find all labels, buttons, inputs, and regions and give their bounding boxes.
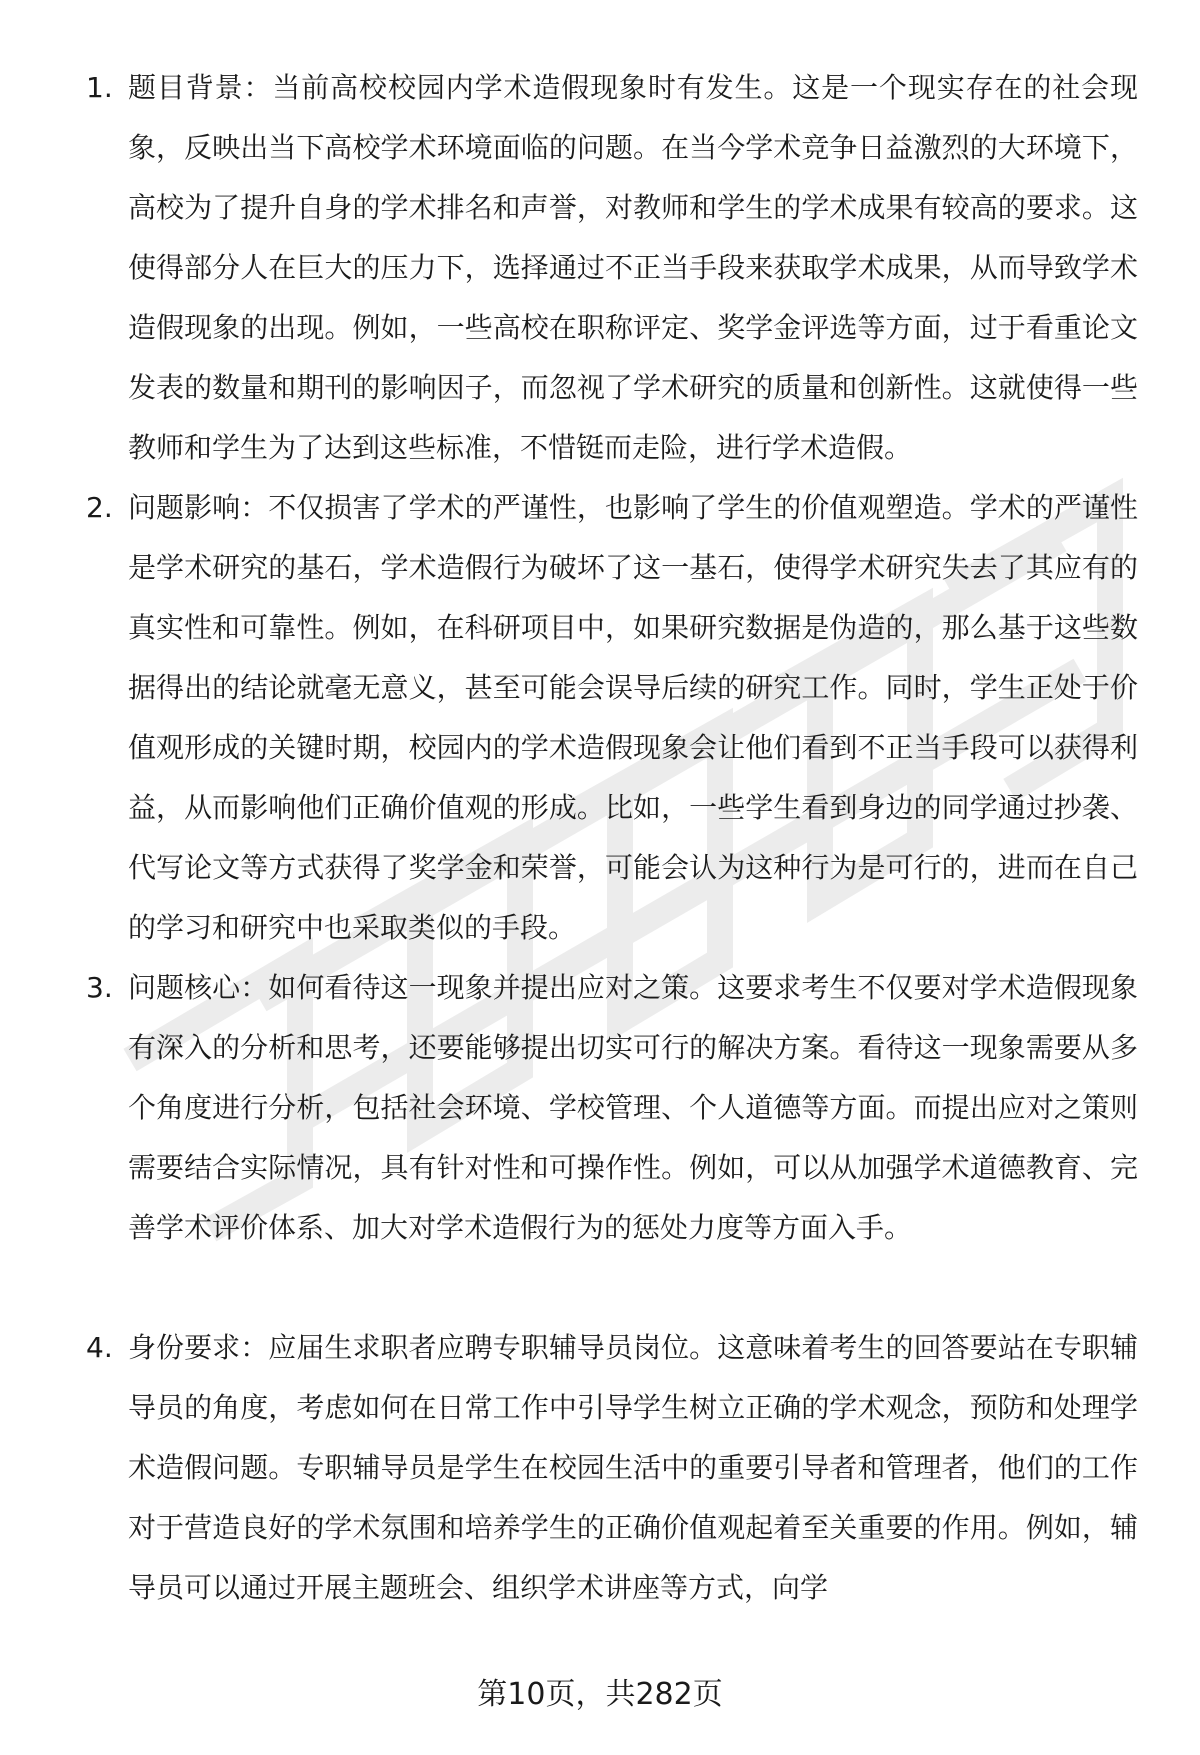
list-item-number: 2. [86, 491, 113, 524]
list-item-number: 4. [86, 1331, 113, 1364]
list-item-number: 1. [86, 71, 113, 104]
list-item-text: 问题核心：如何看待这一现象并提出应对之策。这要求考生不仅要对学术造假现象有深入的分析和思考，还要能够提出切实可行的解决方案。看待这一现象需要从多个角度进行分析，包括社会环境、学校管理、个人道德等方面。而提出应对之策则需要结合实际情况，具有针对性和可操作性。例如，可以从加强学术道德教育、完善学术评价体系、加大对学术造假行为的惩处力度等方面入手。 [128, 971, 1138, 1244]
list-item-number: 3. [86, 971, 113, 1004]
list-item-text: 身份要求：应届生求职者应聘专职辅导员岗位。这意味着考生的回答要站在专职辅导员的角度，考虑如何在日常工作中引导学生树立正确的学术观念，预防和处理学术造假问题。专职辅导员是学生在校园生活中的重要引导者和管理者，他们的工作对于营造良好的学术氛围和培养学生的正确价值观起着至关重要的作用。例如，辅导员可以通过开展主题班会、组织学术讲座等方式，向学 [128, 1331, 1138, 1604]
list-item-text: 题目背景：当前高校校园内学术造假现象时有发生。这是一个现实存在的社会现象，反映出当下高校学术环境面临的问题。在当今学术竞争日益激烈的大环境下，高校为了提升自身的学术排名和声誉，对教师和学生的学术成果有较高的要求。这使得部分人在巨大的压力下，选择通过不正当手段来获取学术成果，从而导致学术造假现象的出现。例如，一些高校在职称评定、奖学金评选等方面，过于看重论文发表的数量和期刊的影响因子，而忽视了学术研究的质量和创新性。这就使得一些教师和学生为了达到这些标准，不惜铤而走险，进行学术造假。 [128, 71, 1138, 464]
list-item-text: 问题影响：不仅损害了学术的严谨性，也影响了学生的价值观塑造。学术的严谨性是学术研究的基石，学术造假行为破坏了这一基石，使得学术研究失去了其应有的真实性和可靠性。例如，在科研项目中，如果研究数据是伪造的，那么基于这些数据得出的结论就毫无意义，甚至可能会误导后续的研究工作。同时，学生正处于价值观形成的关键时期，校园内的学术造假现象会让他们看到不正当手段可以获得利益，从而影响他们正确价值观的形成。比如，一些学生看到身边的同学通过抄袭、代写论文等方式获得了奖学金和荣誉，可能会认为这种行为是可行的，进而在自己的学习和研究中也采取类似的手段。 [128, 491, 1138, 944]
page-footer: 第10页，共282页 [477, 1677, 723, 1712]
